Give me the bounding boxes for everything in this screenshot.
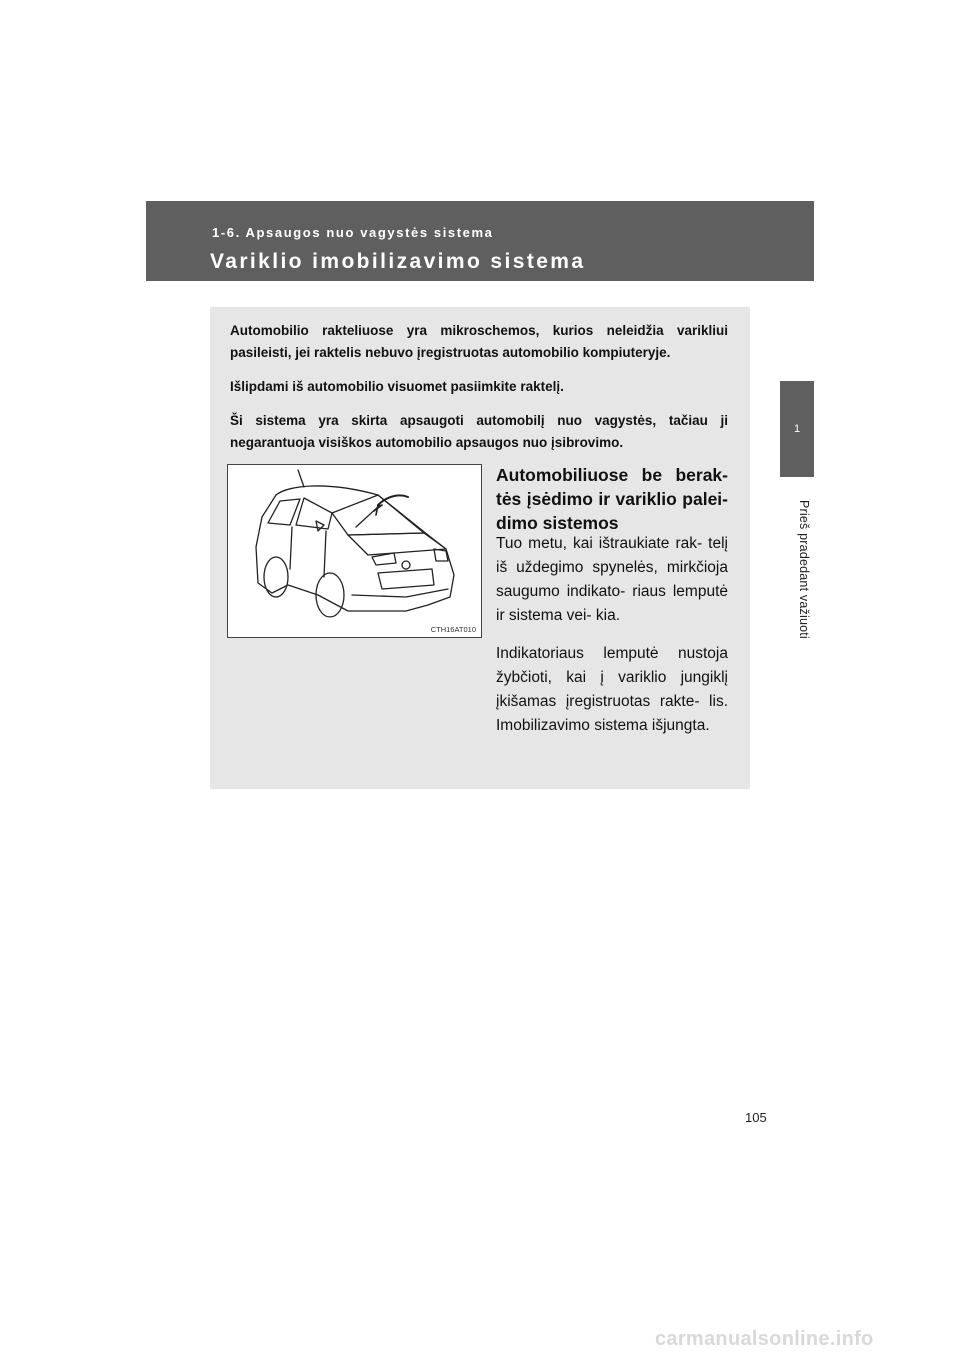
content-box [210,307,750,789]
car-illustration-icon [228,465,481,637]
section-header [146,201,814,281]
intro-paragraph: Automobilio rakteliuose yra mikroschemos, kurios neleidžia varikliui pasileisti, jei raktelis nebuvo įregistruotas automobilio kompiuteryje. [230,323,728,360]
intro-text [230,320,728,466]
body-paragraph: Tuo metu, kai ištraukiate rak- telį iš uždegimo spynelės, mirkčioja saugumo indikato- riaus lemputė ir sistema vei- kia. [496,535,728,624]
page-title: Variklio imobilizavimo sistema [210,250,586,273]
intro-paragraph: Ši sistema yra skirta apsaugoti automobilį nuo vagystės, tačiau ji negarantuoja visiškos automobilio apsaugos nuo įsibrovimo. [230,413,728,450]
chapter-number: 1 [793,423,801,435]
body-text [496,532,728,752]
chapter-tab[interactable] [780,381,814,477]
figure-code: CTH16AT010 [430,625,476,634]
page-number: 105 [745,1110,767,1125]
section-label: 1-6. Apsaugos nuo vagystės sistema [212,225,494,240]
intro-paragraph: Išlipdami iš automobilio visuomet pasiimkite raktelį. [230,379,564,394]
watermark: carmanualsonline.info [655,1328,874,1350]
subheading: Automobiliuose be berak- tės įsėdimo ir variklio palei- dimo sistemos [496,465,728,533]
chapter-label: Prieš pradedant važiuoti [797,500,811,639]
body-paragraph: Indikatoriaus lemputė nustoja žybčioti, kai į variklio jungiklį įkišamas įregistruotas rakte- lis. Imobilizavimo sistema išjungta. [496,645,728,734]
car-figure [227,464,482,638]
